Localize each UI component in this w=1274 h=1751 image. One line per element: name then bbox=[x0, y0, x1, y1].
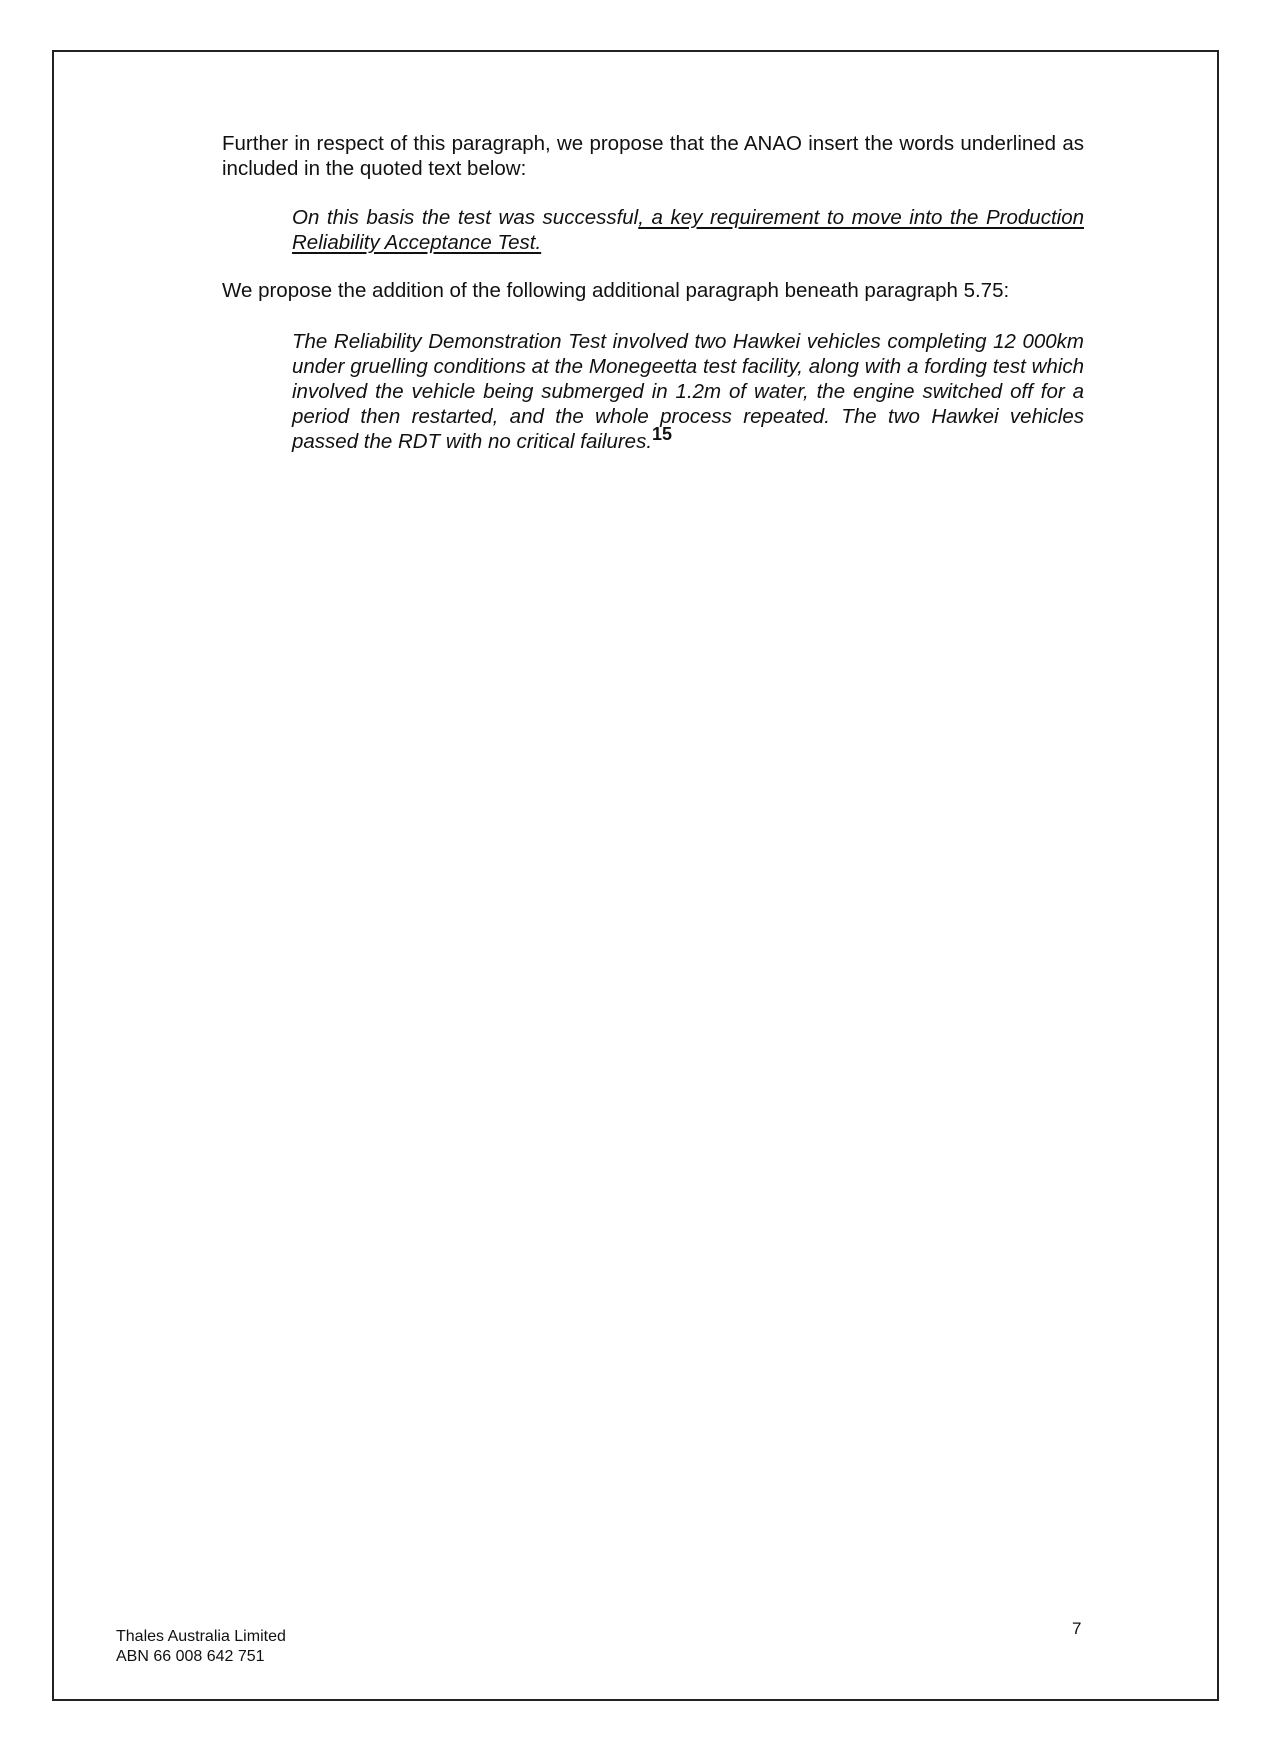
footer-company-name: Thales Australia Limited bbox=[116, 1628, 286, 1645]
quote-1-inserted-text: , a key requirement to move into the Production Reliability Acceptance Test. bbox=[292, 206, 1084, 254]
page-number: 7 bbox=[1072, 1619, 1082, 1638]
footer-company-block bbox=[116, 1627, 286, 1667]
proposal-paragraph: We propose the addition of the following additional paragraph beneath paragraph 5.75: bbox=[222, 279, 1010, 302]
footnote-reference: 15 bbox=[652, 424, 673, 445]
quoted-text-1 bbox=[292, 205, 1084, 255]
intro-paragraph: Further in respect of this paragraph, we propose that the ANAO insert the words underlined as included in the quoted text below: bbox=[222, 132, 1084, 180]
quote-1-original-text: On this basis the test was successful bbox=[292, 206, 639, 229]
footer-abn: ABN 66 008 642 751 bbox=[116, 1648, 265, 1665]
quoted-text-2 bbox=[292, 329, 1084, 454]
quote-2-text: The Reliability Demonstration Test involved two Hawkei vehicles completing 12 000km under gruelling conditions at the Monegeetta test facility, along with a fording test which involved the vehicle being submerged in 1.2m of water, the engine switched off for a period then restarted, and the whole process repeated. The two Hawkei vehicles passed the RDT with no critical failures. bbox=[292, 330, 1084, 453]
